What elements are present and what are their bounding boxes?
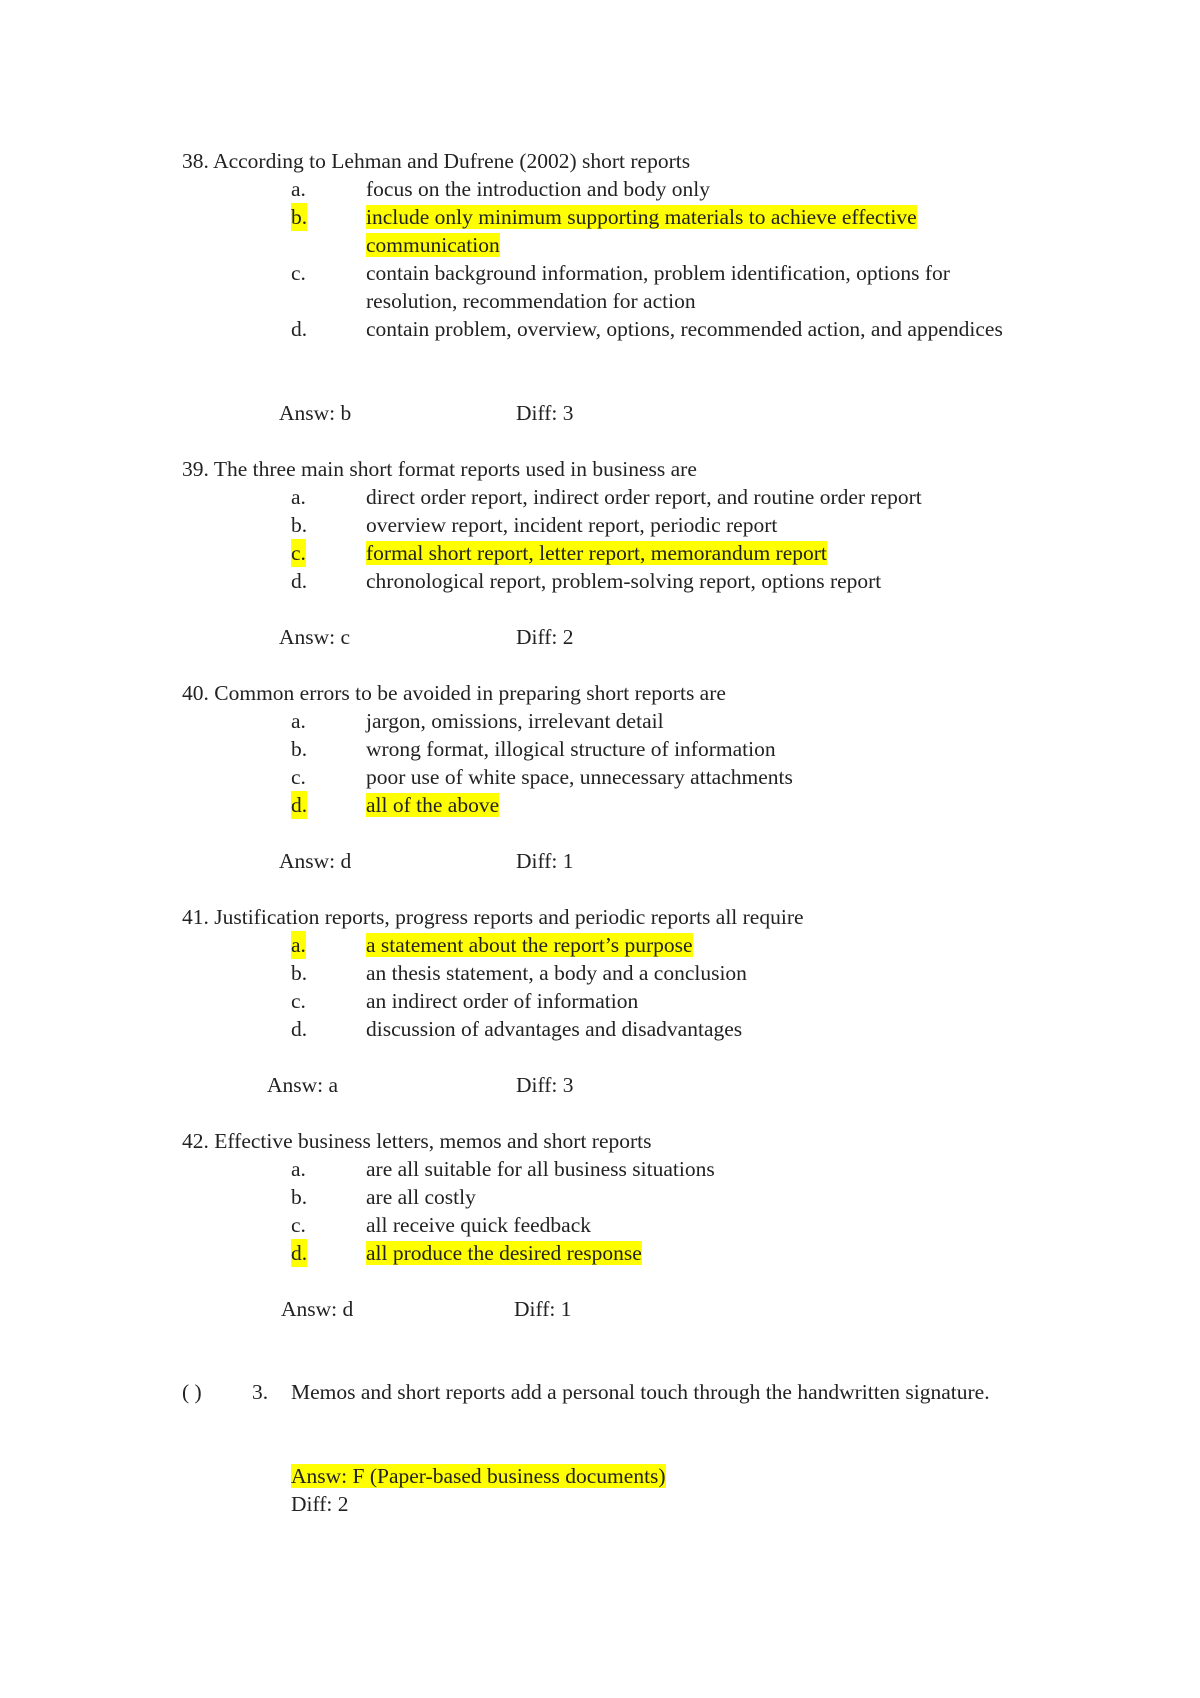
question-38-option-a (291, 175, 1011, 203)
option-letter: d. (291, 793, 308, 817)
question-41-difficulty: Diff: 3 (516, 1073, 574, 1097)
question-39-difficulty: Diff: 2 (516, 625, 574, 649)
question-41-option-b (291, 959, 1011, 987)
option-text: all receive quick feedback (366, 1213, 592, 1237)
option-text: focus on the introduction and body only (366, 177, 710, 201)
question-41-answer: Answ: a (267, 1073, 339, 1097)
option-text: discussion of advantages and disadvantages (366, 1017, 743, 1041)
question-42-option-b (291, 1183, 1011, 1211)
option-letter: a. (291, 177, 306, 201)
option-letter: c. (291, 1213, 306, 1237)
true-false-bracket: ( ) (182, 1380, 202, 1404)
option-text: an thesis statement, a body and a conclusion (366, 961, 747, 985)
option-text: chronological report, problem-solving report, options report (366, 569, 882, 593)
question-42-answer: Answ: d (281, 1297, 354, 1321)
question-38-stem: 38. According to Lehman and Dufrene (2002) short reports (182, 149, 691, 173)
option-letter: a. (291, 933, 306, 957)
option-letter: c. (291, 541, 306, 565)
question-38-answer: Answ: b (279, 401, 352, 425)
option-text: wrong format, illogical structure of information (366, 737, 776, 761)
option-text: an indirect order of information (366, 989, 639, 1013)
option-letter: a. (291, 1157, 306, 1181)
option-text: are all suitable for all business situations (366, 1157, 715, 1181)
option-text: contain problem, overview, options, recommended action, and appendices (366, 317, 1003, 341)
option-letter: b. (291, 961, 308, 985)
question-42-option-a (291, 1155, 1011, 1183)
true-false-answer-text: Answ: F (Paper-based business documents) (291, 1464, 666, 1488)
question-38-option-c (291, 259, 1011, 315)
option-text: all of the above (366, 793, 500, 817)
option-letter: c. (291, 765, 306, 789)
option-letter: d. (291, 569, 308, 593)
true-false-statement: Memos and short reports add a personal touch through the handwritten signature. (291, 1380, 990, 1404)
option-text: include only minimum supporting materials to achieve effective communication (366, 205, 917, 257)
question-42-option-c (291, 1211, 1011, 1239)
option-letter: a. (291, 485, 306, 509)
option-text: contain background information, problem identification, options for resolution, recommendation for action (366, 261, 950, 313)
question-40-option-c (291, 763, 1011, 791)
question-40-difficulty: Diff: 1 (516, 849, 574, 873)
question-42-option-d (291, 1239, 1011, 1267)
question-39-option-a (291, 483, 1011, 511)
question-42-difficulty: Diff: 1 (514, 1297, 572, 1321)
option-text: direct order report, indirect order report, and routine order report (366, 485, 922, 509)
question-42-stem: 42. Effective business letters, memos and short reports (182, 1129, 652, 1153)
question-40-option-b (291, 735, 1011, 763)
question-39-option-b (291, 511, 1011, 539)
question-41-stem: 41. Justification reports, progress reports and periodic reports all require (182, 905, 804, 929)
question-41-option-d (291, 1015, 1011, 1043)
option-text: overview report, incident report, periodic report (366, 513, 778, 537)
option-letter: b. (291, 205, 308, 229)
option-text: a statement about the report’s purpose (366, 933, 693, 957)
question-39-answer: Answ: c (279, 625, 351, 649)
option-letter: d. (291, 1241, 308, 1265)
true-false-difficulty: Diff: 2 (291, 1492, 349, 1516)
option-text: all produce the desired response (366, 1241, 642, 1265)
question-40-answer: Answ: d (279, 849, 352, 873)
question-41-option-c (291, 987, 1011, 1015)
true-false-number: 3. (252, 1380, 269, 1404)
option-letter: b. (291, 1185, 308, 1209)
option-text: formal short report, letter report, memorandum report (366, 541, 827, 565)
option-letter: a. (291, 709, 306, 733)
option-text: poor use of white space, unnecessary attachments (366, 765, 793, 789)
question-40-option-a (291, 707, 1011, 735)
question-39-stem: 39. The three main short format reports used in business are (182, 457, 697, 481)
question-38-option-d (291, 315, 1011, 343)
option-text: jargon, omissions, irrelevant detail (366, 709, 664, 733)
question-39-option-d (291, 567, 1011, 595)
option-letter: c. (291, 989, 306, 1013)
option-letter: b. (291, 513, 308, 537)
option-letter: c. (291, 261, 306, 285)
option-letter: b. (291, 737, 308, 761)
question-38-option-b (291, 203, 1011, 259)
question-39-option-c (291, 539, 1011, 567)
option-letter: d. (291, 317, 308, 341)
question-40-stem: 40. Common errors to be avoided in preparing short reports are (182, 681, 726, 705)
option-text: are all costly (366, 1185, 476, 1209)
question-38-difficulty: Diff: 3 (516, 401, 574, 425)
true-false-answer (291, 1462, 666, 1490)
question-40-option-d (291, 791, 1011, 819)
question-41-option-a (291, 931, 1011, 959)
option-letter: d. (291, 1017, 308, 1041)
